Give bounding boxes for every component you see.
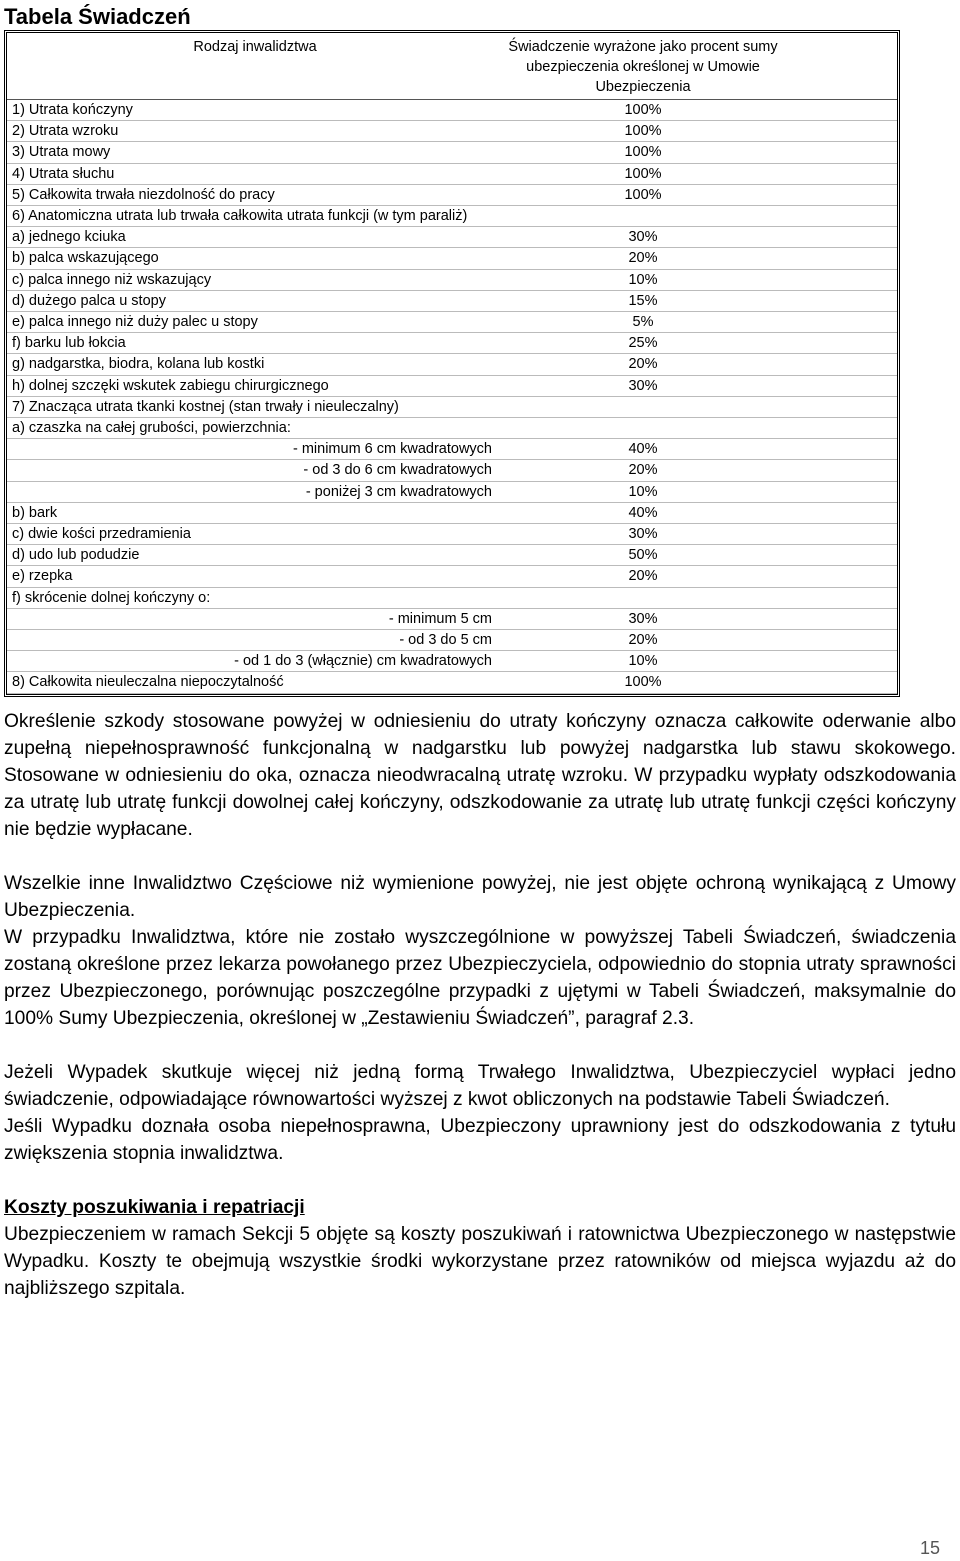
table-row [7, 418, 897, 439]
paragraph-multiple-forms: Jeżeli Wypadek skutkuje więcej niż jedną formą Trwałego Inwalidztwa, Ubezpieczyciel wypłaci jedno świadczenie, odpowiadające równowartości wyższej z kwot obliczonych na podstawie Tabeli Świadczeń. [4, 1062, 956, 1110]
row-value: 100% [498, 184, 783, 205]
row-label: - od 3 do 6 cm kwadratowych [7, 460, 498, 481]
row-spacer [783, 396, 897, 417]
row-value: 100% [498, 142, 783, 163]
row-spacer [783, 269, 897, 290]
row-spacer [783, 142, 897, 163]
row-spacer [783, 481, 897, 502]
paragraph-definition: Określenie szkody stosowane powyżej w odniesieniu do utraty kończyny oznacza całkowite oderwanie albo zupełną niepełnosprawność funkcjonalną w nadgarstku lub powyżej nadgarstka lub stawu skokowego. Stosowane w odniesieniu do oka, oznacza nieodwracalną utratę wzroku. W przypadku wypłaty odszkodowania za utratę lub utratę funkcji dowolnej całej kończyny, odszkodowanie za utratę lub utratę funkcji części kończyny nie będzie wypłacane. [4, 711, 956, 840]
table-row [7, 502, 897, 523]
row-spacer [783, 290, 897, 311]
table-row [7, 672, 897, 693]
row-label: f) skrócenie dolnej kończyny o: [7, 587, 498, 608]
row-value: 100% [498, 163, 783, 184]
row-label: 8) Całkowita nieuleczalna niepoczytalność [7, 672, 498, 693]
row-spacer [783, 545, 897, 566]
table-row [7, 206, 897, 227]
paragraph-other-disability: Wszelkie inne Inwalidztwo Częściowe niż wymienione powyżej, nie jest objęte ochroną wynikającą z Umowy Ubezpieczenia. [4, 873, 956, 921]
row-label: a) czaszka na całej grubości, powierzchnia: [7, 418, 498, 439]
table-row [7, 587, 897, 608]
row-spacer [783, 333, 897, 354]
table-row [7, 396, 897, 417]
row-value [498, 206, 783, 227]
row-label: g) nadgarstka, biodra, kolana lub kostki [7, 354, 498, 375]
row-value [498, 396, 783, 417]
table-row [7, 460, 897, 481]
row-spacer [783, 608, 897, 629]
table-row [7, 651, 897, 672]
row-label: - minimum 5 cm [7, 608, 498, 629]
row-label: e) rzepka [7, 566, 498, 587]
row-label: 5) Całkowita trwała niezdolność do pracy [7, 184, 498, 205]
row-label: a) jednego kciuka [7, 227, 498, 248]
row-value: 100% [498, 100, 783, 121]
row-label: f) barku lub łokcia [7, 333, 498, 354]
row-value: 15% [498, 290, 783, 311]
table-row [7, 439, 897, 460]
table-row [7, 248, 897, 269]
row-label: - poniżej 3 cm kwadratowych [7, 481, 498, 502]
header-left: Rodzaj inwalidztwa [7, 33, 498, 100]
table-row [7, 269, 897, 290]
table-row [7, 163, 897, 184]
row-label: - od 3 do 5 cm [7, 630, 498, 651]
row-value: 25% [498, 333, 783, 354]
row-value: 20% [498, 354, 783, 375]
table-row [7, 354, 897, 375]
row-label: c) dwie kości przedramienia [7, 524, 498, 545]
table-row [7, 312, 897, 333]
paragraph-unlisted-disability: W przypadku Inwalidztwa, które nie zostało wyszczególnione w powyższej Tabeli Świadczeń, świadczenia zostaną określone przez lekarza powołanego przez Ubezpieczyciela, odpowiednio do stopnia utraty sprawności przez Ubezpieczonego, porównując poszczególne przypadki z ujętymi w Tabeli Świadczeń, maksymalnie do 100% Sumy Ubezpieczenia, określonej w „Zestawieniu Świadczeń”, paragraf 2.3. [4, 927, 956, 1029]
row-label: - minimum 6 cm kwadratowych [7, 439, 498, 460]
header-right: Świadczenie wyrażone jako procent sumy ubezpieczenia określonej w Umowie Ubezpieczenia [498, 33, 783, 100]
row-value: 30% [498, 227, 783, 248]
row-value: 30% [498, 375, 783, 396]
table-row [7, 227, 897, 248]
row-spacer [783, 354, 897, 375]
table-row [7, 121, 897, 142]
row-value [498, 587, 783, 608]
table-row [7, 566, 897, 587]
row-label: 2) Utrata wzroku [7, 121, 498, 142]
row-spacer [783, 248, 897, 269]
row-spacer [783, 502, 897, 523]
row-label: b) bark [7, 502, 498, 523]
row-value: 20% [498, 460, 783, 481]
row-value: 40% [498, 502, 783, 523]
row-spacer [783, 184, 897, 205]
row-label: 1) Utrata kończyny [7, 100, 498, 121]
body-text [4, 708, 956, 1302]
row-value: 50% [498, 545, 783, 566]
benefits-table [7, 33, 897, 694]
table-header-row [7, 33, 897, 100]
row-label: d) udo lub podudzie [7, 545, 498, 566]
row-spacer [783, 587, 897, 608]
row-value: 5% [498, 312, 783, 333]
row-spacer [783, 460, 897, 481]
row-value: 10% [498, 481, 783, 502]
row-value: 30% [498, 608, 783, 629]
row-label: e) palca innego niż duży palec u stopy [7, 312, 498, 333]
row-label: d) dużego palca u stopy [7, 290, 498, 311]
row-spacer [783, 524, 897, 545]
table-row [7, 545, 897, 566]
table-row [7, 290, 897, 311]
page-number: 15 [919, 1538, 940, 1558]
row-label: - od 1 do 3 (włącznie) cm kwadratowych [7, 651, 498, 672]
table-row [7, 608, 897, 629]
row-spacer [783, 121, 897, 142]
row-value [498, 418, 783, 439]
row-spacer [783, 651, 897, 672]
row-value: 40% [498, 439, 783, 460]
table-row [7, 481, 897, 502]
row-value: 20% [498, 630, 783, 651]
row-spacer [783, 227, 897, 248]
header-spacer [783, 33, 897, 100]
row-spacer [783, 630, 897, 651]
section-title: Koszty poszukiwania i repatriacji [4, 1197, 305, 1218]
row-spacer [783, 672, 897, 693]
page-title: Tabela Świadczeń [4, 4, 191, 29]
row-label: 6) Anatomiczna utrata lub trwała całkowita utrata funkcji (w tym paraliż) [7, 206, 498, 227]
row-value: 100% [498, 672, 783, 693]
row-value: 10% [498, 269, 783, 290]
row-label: 4) Utrata słuchu [7, 163, 498, 184]
row-label: 7) Znacząca utrata tkanki kostnej (stan trwały i nieuleczalny) [7, 396, 498, 417]
row-label: 3) Utrata mowy [7, 142, 498, 163]
row-spacer [783, 206, 897, 227]
table-row [7, 184, 897, 205]
row-value: 20% [498, 566, 783, 587]
table-row [7, 142, 897, 163]
paragraph-disabled-person: Jeśli Wypadku doznała osoba niepełnosprawna, Ubezpieczony uprawniony jest do odszkodowania z tytułu zwiększenia stopnia inwalidztwa. [4, 1116, 956, 1164]
table-row [7, 630, 897, 651]
row-spacer [783, 163, 897, 184]
row-value: 10% [498, 651, 783, 672]
row-spacer [783, 100, 897, 121]
row-label: c) palca innego niż wskazujący [7, 269, 498, 290]
table-row [7, 100, 897, 121]
table-row [7, 524, 897, 545]
benefits-table-frame [4, 30, 900, 697]
row-spacer [783, 312, 897, 333]
table-row [7, 333, 897, 354]
row-label: h) dolnej szczęki wskutek zabiegu chirurgicznego [7, 375, 498, 396]
row-value: 30% [498, 524, 783, 545]
row-spacer [783, 439, 897, 460]
row-label: b) palca wskazującego [7, 248, 498, 269]
row-spacer [783, 418, 897, 439]
row-spacer [783, 566, 897, 587]
paragraph-search-costs: Ubezpieczeniem w ramach Sekcji 5 objęte są koszty poszukiwań i ratownictwa Ubezpieczonego w następstwie Wypadku. Koszty te obejmują wszystkie środki wykorzystane przez ratowników od miejsca wyjazdu aż do najbliższego szpitala. [4, 1224, 956, 1299]
table-row [7, 375, 897, 396]
row-spacer [783, 375, 897, 396]
row-value: 20% [498, 248, 783, 269]
row-value: 100% [498, 121, 783, 142]
